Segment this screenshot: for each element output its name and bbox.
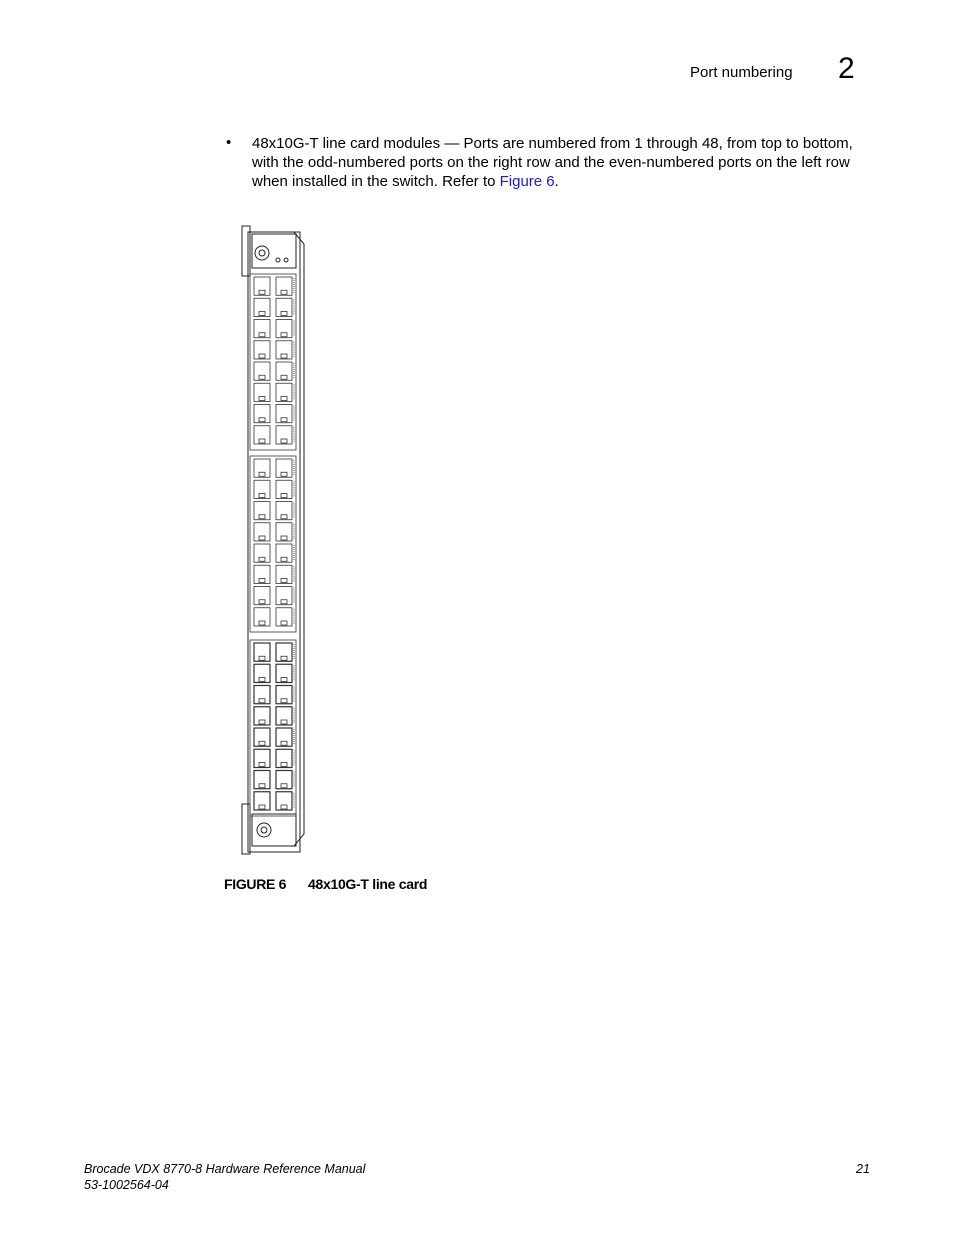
rj45-port (254, 749, 270, 767)
port-latch-tab (259, 741, 265, 745)
port-latch-tab (259, 375, 265, 379)
port-latch-tab (281, 720, 287, 724)
port-latch-tab (259, 557, 265, 561)
port-latch-tab (281, 579, 287, 583)
rj45-port (276, 459, 292, 477)
rj45-port (276, 707, 292, 725)
rj45-port (276, 664, 292, 682)
port-latch-tab (259, 472, 265, 476)
rj45-port (276, 771, 292, 789)
rj45-port (276, 643, 292, 661)
port-latch-tab (281, 472, 287, 476)
port-latch-tab (259, 621, 265, 625)
port-latch-tab (259, 333, 265, 337)
port-latch-tab (281, 536, 287, 540)
port-latch-tab (281, 439, 287, 443)
rj45-port (254, 277, 270, 295)
port-latch-tab (281, 290, 287, 294)
rj45-port (276, 523, 292, 541)
rj45-port (276, 728, 292, 746)
port-latch-tab (281, 354, 287, 358)
rj45-port (276, 792, 292, 810)
rj45-port (254, 643, 270, 661)
paragraph-end: . (554, 173, 559, 190)
line-card-drawing (238, 222, 308, 862)
port-latch-tab (259, 536, 265, 540)
bottom-screw (257, 823, 271, 837)
port-latch-tab (259, 678, 265, 682)
rj45-port (276, 277, 292, 295)
rj45-port (276, 587, 292, 605)
rj45-port (254, 608, 270, 626)
port-latch-tab (281, 494, 287, 498)
port-latch-tab (259, 290, 265, 294)
top-screw (255, 246, 269, 260)
status-led (276, 258, 280, 262)
port-latch-tab (259, 494, 265, 498)
rj45-port (276, 405, 292, 423)
port-latch-tab (259, 720, 265, 724)
port-latch-tab (281, 312, 287, 316)
rj45-port (254, 544, 270, 562)
port-latch-tab (281, 678, 287, 682)
port-latch-tab (281, 375, 287, 379)
rj45-port (276, 686, 292, 704)
footer-manual-title: Brocade VDX 8770-8 Hardware Reference Manual (84, 1162, 366, 1176)
port-latch-tab (259, 312, 265, 316)
rj45-port (276, 749, 292, 767)
bottom-latch (252, 814, 296, 846)
rj45-port (254, 341, 270, 359)
port-latch-tab (281, 333, 287, 337)
port-latch-tab (281, 557, 287, 561)
rj45-port (254, 523, 270, 541)
port-latch-tab (281, 805, 287, 809)
footer-page-number: 21 (856, 1162, 870, 1176)
rj45-port (276, 298, 292, 316)
rj45-port (254, 362, 270, 380)
rj45-port (254, 480, 270, 498)
port-latch-tab (259, 600, 265, 604)
port-latch-tab (259, 579, 265, 583)
paragraph-text: 48x10G-T line card modules — Ports are numbered from 1 through 48, from top to bottom, with the odd-numbered ports on the right row and the even-numbered ports on the left row when installed in the switch. Refer to (252, 135, 853, 190)
port-latch-tab (259, 784, 265, 788)
port-latch-tab (259, 763, 265, 767)
port-latch-tab (281, 621, 287, 625)
rj45-port (276, 480, 292, 498)
rj45-port (254, 771, 270, 789)
port-latch-tab (281, 699, 287, 703)
figure-label: FIGURE 6 (224, 876, 287, 892)
body-paragraph (252, 134, 872, 191)
rj45-port (254, 728, 270, 746)
rj45-port (276, 544, 292, 562)
port-latch-tab (259, 418, 265, 422)
port-latch-tab (281, 418, 287, 422)
bullet-marker: • (226, 134, 232, 151)
port-latch-tab (259, 699, 265, 703)
header-section-title: Port numbering (690, 64, 793, 81)
rj45-port (276, 383, 292, 401)
port-latch-tab (281, 397, 287, 401)
top-latch (252, 234, 296, 268)
port-latch-tab (259, 397, 265, 401)
figure-caption-text: 48x10G-T line card (308, 876, 428, 892)
port-latch-tab (281, 763, 287, 767)
top-ejector (242, 226, 250, 276)
rj45-port (254, 298, 270, 316)
rj45-port (276, 320, 292, 338)
footer-document-number: 53-1002564-04 (84, 1178, 169, 1192)
card-rail (294, 232, 304, 846)
header-chapter-number: 2 (838, 52, 855, 85)
port-latch-tab (259, 515, 265, 519)
rj45-port (254, 707, 270, 725)
rj45-port (254, 383, 270, 401)
rj45-port (276, 565, 292, 583)
port-latch-tab (259, 805, 265, 809)
rj45-port (276, 502, 292, 520)
rj45-port (276, 426, 292, 444)
port-latch-tab (281, 600, 287, 604)
rj45-port (276, 608, 292, 626)
rj45-port (254, 459, 270, 477)
port-latch-tab (259, 354, 265, 358)
rj45-port (254, 664, 270, 682)
figure-caption (224, 876, 427, 892)
status-led (284, 258, 288, 262)
rj45-port (254, 426, 270, 444)
port-latch-tab (281, 656, 287, 660)
rj45-port (254, 565, 270, 583)
bottom-ejector (242, 804, 250, 854)
rj45-port (276, 341, 292, 359)
rj45-port (254, 320, 270, 338)
port-latch-tab (281, 784, 287, 788)
rj45-port (254, 405, 270, 423)
port-latch-tab (281, 515, 287, 519)
rj45-port (254, 686, 270, 704)
port-latch-tab (281, 741, 287, 745)
line-card-figure (238, 222, 308, 862)
rj45-port (276, 362, 292, 380)
rj45-port (254, 792, 270, 810)
rj45-port (254, 587, 270, 605)
port-latch-tab (259, 439, 265, 443)
port-latch-tab (259, 656, 265, 660)
rj45-port (254, 502, 270, 520)
figure-6-link[interactable]: Figure 6 (499, 173, 555, 190)
